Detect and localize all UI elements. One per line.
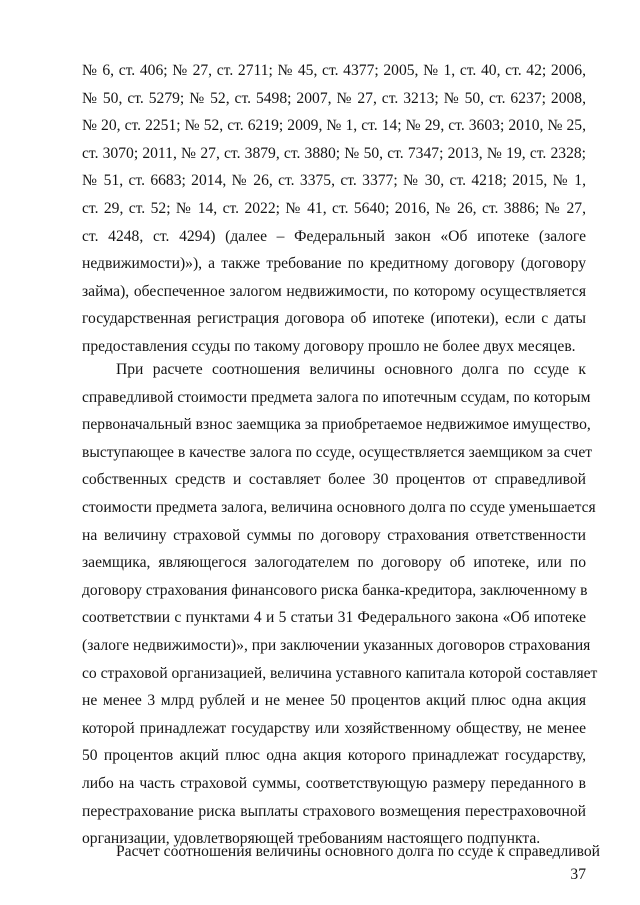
text-line: недвижимости)»), а также требование по кредитному договору (договору <box>82 255 586 273</box>
text-line: займа), обеспеченное залогом недвижимости, по которому осуществляется <box>82 282 586 300</box>
text-line: либо на часть страховой суммы, соответствующую размеру переданного в <box>82 774 586 792</box>
text-line: ст. 4248, ст. 4294) (далее – Федеральный закон «Об ипотеке (залоге <box>82 227 586 245</box>
text-line: собственных средств и составляет более 30 процентов от справедливой <box>82 471 586 489</box>
text-line: При расчете соотношения величины основного долга по ссуде к <box>116 361 586 378</box>
text-line: (залоге недвижимости)», при заключении указанных договоров страхования <box>82 636 591 654</box>
text-line: ст. 3070; 2011, № 27, ст. 3879, ст. 3880; № 50, ст. 7347; 2013, № 19, ст. 2328; <box>82 144 586 162</box>
text-line: заемщика, являющегося залогодателем по договору об ипотеке, или по <box>82 554 586 572</box>
text-line: Расчет соотношения величины основного долга по ссуде к справедливой <box>116 843 600 860</box>
text-line: № 20, ст. 2251; № 52, ст. 6219; 2009, № 1, ст. 14; № 29, ст. 3603; 2010, № 25, <box>82 117 586 135</box>
text-line: предоставления ссуды по такому договору прошло не более двух месяцев. <box>82 337 576 355</box>
page-number: 37 <box>570 866 586 883</box>
paragraph-calculation-rule <box>82 356 598 853</box>
text-line: ст. 29, ст. 52; № 14, ст. 2022; № 41, ст. 5640; 2016, № 26, ст. 3886; № 27, <box>82 199 586 217</box>
text-line: со страховой организацией, величина уставного капитала которой составляет <box>82 664 598 682</box>
text-line: на величину страховой суммы по договору страхования ответственности <box>82 526 586 544</box>
text-line: первоначальный взнос заемщика за приобретаемое недвижимое имущество, <box>82 416 591 434</box>
text-line: № 50, ст. 5279; № 52, ст. 5498; 2007, № 27, ст. 3213; № 50, ст. 6237; 2008, <box>82 89 586 107</box>
text-line: не менее 3 млрд рублей и не менее 50 процентов акций плюс одна акция <box>82 692 586 710</box>
text-line: справедливой стоимости предмета залога по ипотечным ссудам, по которым <box>82 388 591 406</box>
text-line: стоимости предмета залога, величина основного долга по ссуде уменьшается <box>82 498 596 516</box>
text-line: соответствии с пунктами 4 и 5 статьи 31 Федерального закона «Об ипотеке <box>82 609 586 627</box>
text-line: № 51, ст. 6683; 2014, № 26, ст. 3375, ст. 3377; № 30, ст. 4218; 2015, № 1, <box>82 172 586 190</box>
paragraph-next <box>82 838 600 866</box>
text-line: 50 процентов акций плюс одна акция которого принадлежат государству, <box>82 747 586 765</box>
text-line: государственная регистрация договора об ипотеке (ипотеки), если с даты <box>82 310 586 328</box>
text-line: выступающее в качестве залога по ссуде, осуществляется заемщиком за счет <box>82 443 593 461</box>
text-line: перестрахование риска выплаты страхового возмещения перестраховочной <box>82 802 586 820</box>
text-line: которой принадлежат государству или хозяйственному обществу, не менее <box>82 719 586 737</box>
text-line: организации, удовлетворяющей требованиям настоящего подпункта. <box>82 830 541 848</box>
text-line: договору страхования финансового риска банка-кредитора, заключенному в <box>82 581 588 599</box>
paragraph-continuation <box>82 57 586 361</box>
text-line: № 6, ст. 406; № 27, ст. 2711; № 45, ст. 4377; 2005, № 1, ст. 40, ст. 42; 2006, <box>82 62 586 79</box>
